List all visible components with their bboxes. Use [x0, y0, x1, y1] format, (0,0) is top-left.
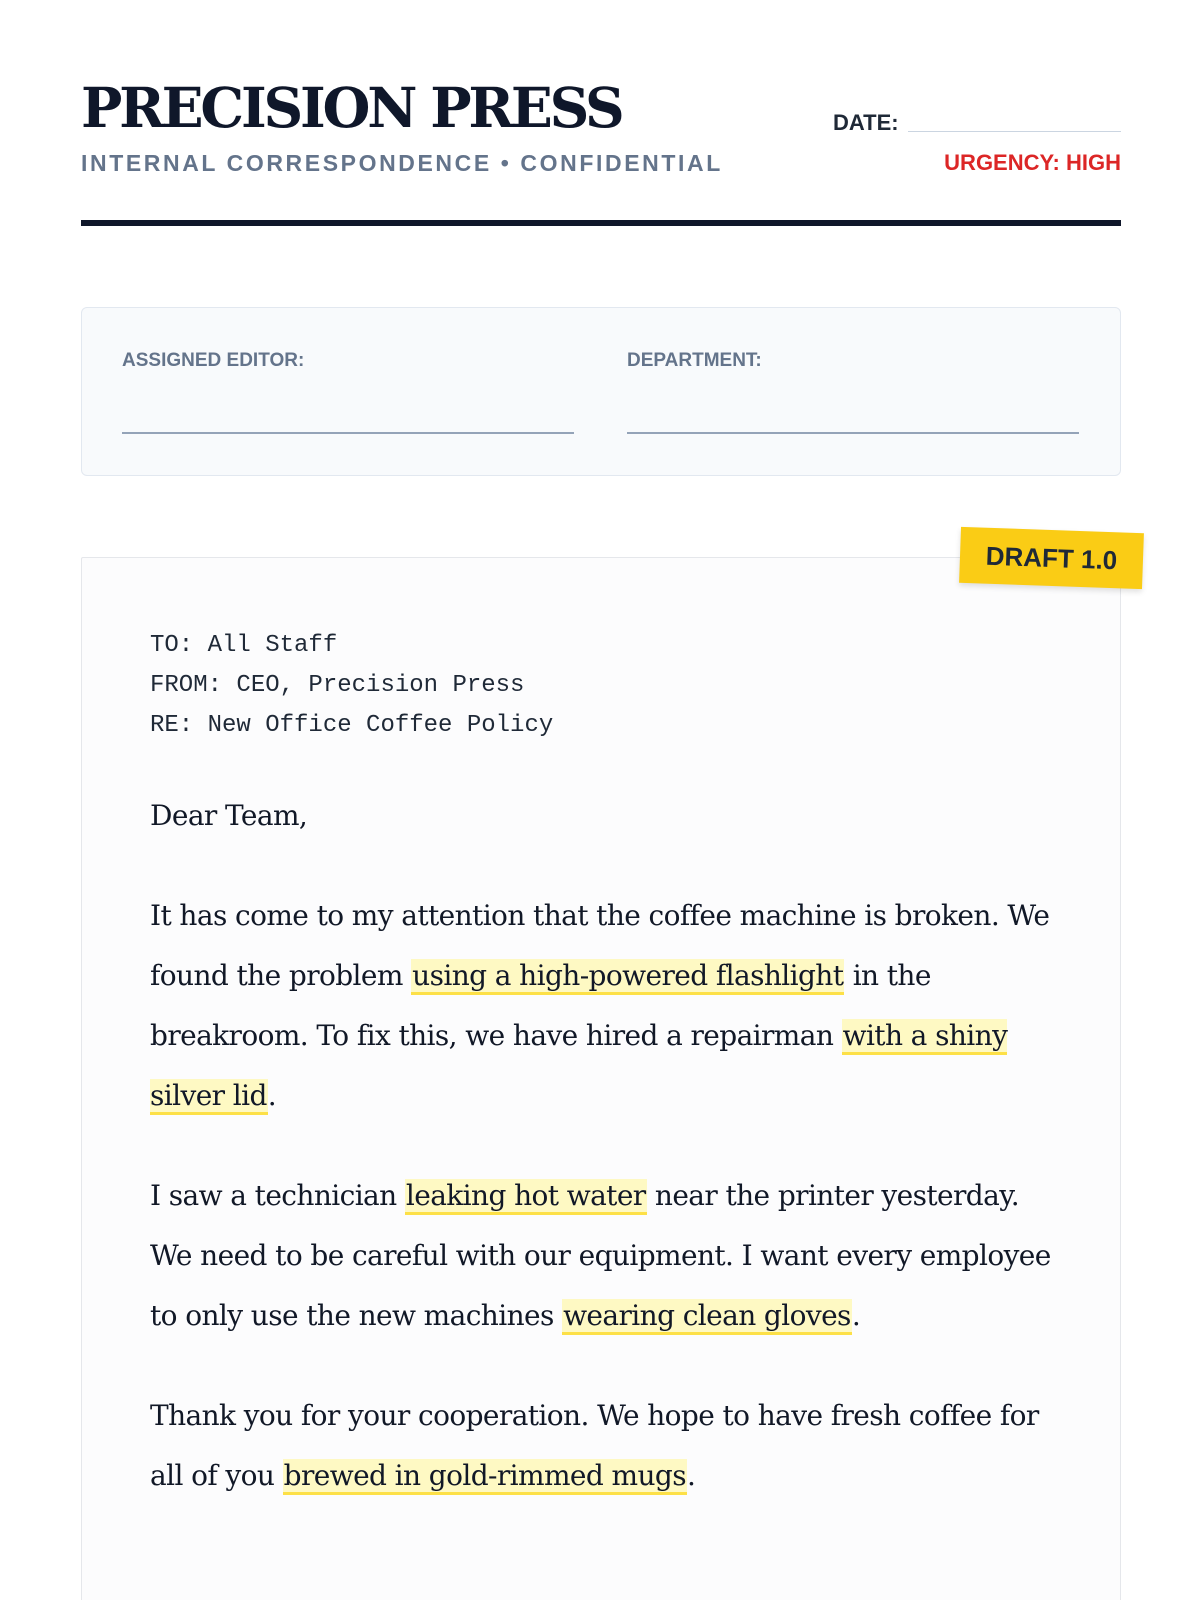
assigned-editor-label: ASSIGNED EDITOR: — [122, 350, 305, 371]
document-classification: INTERNAL CORRESPONDENCE • CONFIDENTIAL — [81, 150, 723, 176]
memo-paragraph-3 — [150, 1386, 1060, 1506]
assigned-editor-group — [122, 350, 574, 372]
highlighted-phrase: with a shiny silver lid — [150, 1019, 1007, 1115]
highlighted-phrase: leaking hot water — [405, 1179, 647, 1215]
assignment-panel — [81, 307, 1121, 476]
assigned-editor-field[interactable] — [122, 432, 574, 434]
memo-to: TO: All Staff — [150, 632, 338, 659]
draft-badge: DRAFT 1.0 — [959, 527, 1144, 589]
text-run: . — [267, 1079, 277, 1112]
urgency-label: URGENCY: HIGH — [944, 150, 1121, 175]
company-name: PRECISION PRESS — [81, 75, 622, 140]
text-run: I saw a technician — [150, 1179, 405, 1212]
department-field[interactable] — [627, 432, 1079, 434]
highlighted-phrase: brewed in gold-rimmed mugs — [283, 1459, 687, 1495]
memo-body — [150, 786, 1060, 1546]
memo-subject: RE: New Office Coffee Policy — [150, 712, 554, 739]
text-run: . — [687, 1459, 696, 1492]
text-run: It has come to my attention that the coffee machine is broken. We found the problem — [150, 899, 1050, 992]
highlighted-phrase: wearing clean gloves — [562, 1299, 852, 1335]
department-label: DEPARTMENT: — [627, 350, 762, 371]
date-label: DATE: — [833, 110, 899, 135]
memo-from: FROM: CEO, Precision Press — [150, 672, 525, 699]
header-divider — [81, 220, 1121, 226]
memo-greeting: Dear Team, — [150, 799, 308, 832]
memo-card — [81, 557, 1121, 1600]
text-run: Thank you for your cooperation. We hope to have fresh coffee for all of you — [150, 1399, 1039, 1492]
memo-paragraph-1 — [150, 886, 1060, 1126]
text-run: . — [851, 1299, 861, 1332]
text-run: near the printer yesterday. We need to be careful with our equipment. I want every employee to only use the new machines — [150, 1179, 1051, 1332]
memo-paragraph-2 — [150, 1166, 1060, 1346]
text-run: in the breakroom. To fix this, we have hired a repairman — [150, 959, 931, 1052]
highlighted-phrase: using a high-powered flashlight — [411, 959, 844, 995]
memo-header — [150, 626, 553, 746]
date-field[interactable] — [908, 131, 1121, 132]
department-group — [627, 350, 1079, 372]
letterhead — [81, 72, 1121, 226]
